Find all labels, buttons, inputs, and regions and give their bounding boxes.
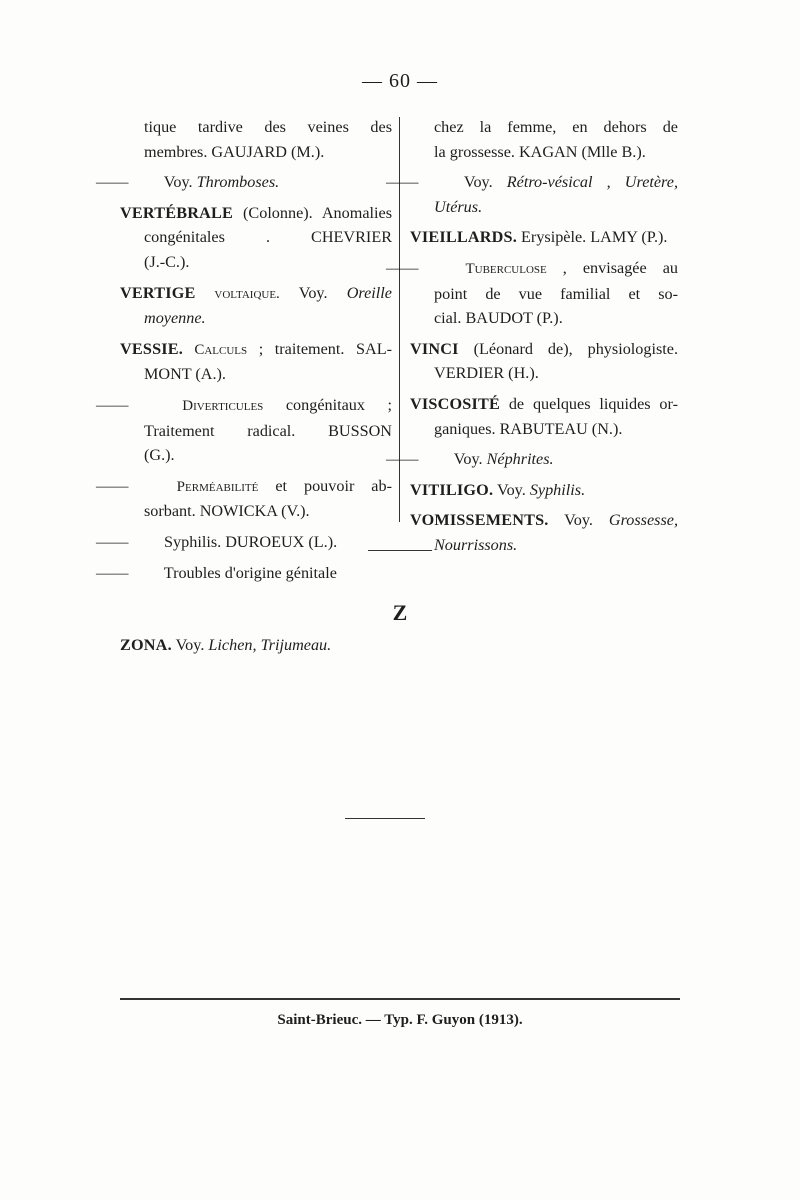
sub-entry-dash: —— bbox=[96, 532, 129, 551]
index-entry bbox=[96, 474, 392, 524]
entry-text: Erysipèle. LAMY (P.). bbox=[517, 228, 668, 247]
cross-reference: Thromboses. bbox=[196, 173, 280, 192]
sub-entry-dash: —— bbox=[386, 450, 419, 469]
separator-rule bbox=[368, 550, 432, 551]
cross-reference: Rétro-vésical , Uretère, bbox=[506, 173, 678, 192]
entry-line bbox=[386, 256, 678, 282]
headword: VITILIGO. bbox=[410, 480, 494, 499]
index-entry bbox=[120, 115, 392, 164]
entry-line: (G.). bbox=[144, 446, 175, 465]
index-entry bbox=[410, 478, 678, 503]
cross-reference: Oreille bbox=[346, 283, 392, 302]
entry-line: (J.-C.). bbox=[144, 252, 190, 271]
index-entry bbox=[120, 337, 392, 387]
subject-term: Tuberculose bbox=[450, 260, 547, 277]
headword: VIEILLARDS. bbox=[410, 228, 517, 247]
entry-line bbox=[96, 474, 392, 500]
entry-line bbox=[410, 225, 678, 250]
index-entry bbox=[120, 201, 392, 275]
entry-line bbox=[386, 447, 678, 472]
page-number: — 60 — bbox=[362, 70, 438, 92]
headword: ZONA. bbox=[120, 636, 172, 654]
cross-reference: Lichen, Trijumeau. bbox=[208, 636, 332, 654]
section-letter: Z bbox=[392, 600, 408, 625]
index-entry bbox=[410, 225, 678, 250]
entry-line: membres. GAUJARD (M.). bbox=[144, 142, 325, 161]
entry-line bbox=[410, 392, 678, 417]
entry-line: la grossesse. KAGAN (Mlle B.). bbox=[434, 142, 646, 161]
entry-line: sorbant. NOWICKA (V.). bbox=[144, 502, 310, 521]
entry-text: (Colonne). Anomalies bbox=[232, 203, 392, 222]
entry-zona bbox=[120, 636, 331, 655]
index-entry bbox=[386, 256, 678, 331]
footer-rule bbox=[120, 998, 680, 1000]
subject-term: Diverticules bbox=[160, 397, 264, 414]
entry-line bbox=[386, 170, 678, 195]
index-entry bbox=[410, 508, 678, 557]
entry-text: (Léonard de), physiologiste. bbox=[458, 339, 678, 358]
entry-text: et pouvoir ab- bbox=[258, 476, 392, 495]
index-entry bbox=[410, 392, 678, 441]
headword: VERTÉBRALE bbox=[120, 203, 233, 222]
entry-text: Voy. bbox=[548, 511, 609, 530]
entry-text: Voy. bbox=[160, 173, 197, 192]
entry-line: chez la femme, en dehors de bbox=[434, 118, 678, 136]
entry-line bbox=[410, 337, 678, 362]
cross-reference: Utérus. bbox=[434, 197, 483, 216]
entry-text: congénitaux ; bbox=[263, 395, 393, 414]
sub-entry-dash: —— bbox=[96, 476, 129, 495]
printer-imprint: Saint-Brieuc. — Typ. F. Guyon (1913). bbox=[277, 1012, 523, 1028]
index-entry bbox=[386, 447, 678, 472]
entry-text: Troubles d'origine génitale bbox=[160, 563, 337, 582]
cross-reference: Syphilis. bbox=[529, 480, 586, 499]
index-entry bbox=[96, 561, 392, 586]
subject-term: Perméabilité bbox=[160, 478, 259, 495]
entry-text: , envisagée au bbox=[546, 258, 678, 277]
right-column bbox=[386, 115, 678, 564]
index-entry bbox=[410, 337, 678, 386]
entry-line bbox=[96, 561, 392, 586]
subject-term: Calculs bbox=[183, 341, 248, 358]
left-column bbox=[96, 115, 393, 591]
index-entry bbox=[96, 170, 392, 195]
entry-line bbox=[96, 170, 392, 195]
entry-line bbox=[120, 337, 392, 363]
entry-line bbox=[120, 201, 392, 226]
entry-line: tique tardive des veines des bbox=[144, 118, 392, 136]
entry-text: ; traitement. SAL- bbox=[247, 339, 392, 358]
entry-text: de quelques liquides or- bbox=[499, 394, 678, 413]
cross-reference: moyenne. bbox=[144, 309, 206, 328]
headword: VINCI bbox=[410, 339, 459, 358]
headword: VESSIE. bbox=[120, 339, 184, 358]
entry-line bbox=[120, 281, 392, 307]
headword: VOMISSEMENTS. bbox=[410, 511, 549, 530]
entry-line: VERDIER (H.). bbox=[434, 364, 539, 383]
index-entry bbox=[386, 170, 678, 219]
entry-line bbox=[410, 508, 678, 533]
entry-text: Voy. bbox=[171, 636, 209, 654]
separator-rule bbox=[345, 818, 425, 819]
entry-line bbox=[96, 530, 392, 555]
cross-reference: Grossesse, bbox=[608, 511, 678, 530]
entry-line: ganiques. RABUTEAU (N.). bbox=[434, 419, 623, 438]
entry-line bbox=[410, 478, 678, 503]
entry-text: Voy. bbox=[279, 283, 347, 302]
entry-line: congénitales . CHEVRIER bbox=[144, 228, 392, 247]
entry-text: Voy. bbox=[493, 480, 530, 499]
headword: VISCOSITÉ bbox=[410, 394, 500, 413]
index-entry bbox=[120, 281, 392, 331]
entry-text: Voy. bbox=[450, 173, 507, 192]
sub-entry-dash: —— bbox=[386, 173, 419, 192]
sub-entry-dash: —— bbox=[96, 173, 129, 192]
entry-line: cial. BAUDOT (P.). bbox=[434, 309, 563, 328]
entry-text: Voy. bbox=[450, 450, 487, 469]
cross-reference: Néphrites. bbox=[486, 450, 554, 469]
index-entry bbox=[96, 393, 393, 468]
sub-entry-dash: —— bbox=[96, 395, 129, 414]
entry-line: MONT (A.). bbox=[144, 365, 226, 384]
sub-entry-dash: —— bbox=[96, 563, 129, 582]
headword: VERTIGE bbox=[120, 283, 196, 302]
entry-line: point de vue familial et so- bbox=[434, 284, 678, 303]
sub-entry-dash: —— bbox=[386, 258, 419, 277]
index-entry bbox=[410, 115, 678, 164]
entry-line bbox=[96, 393, 393, 419]
entry-line: Traitement radical. BUSSON bbox=[144, 421, 392, 440]
cross-reference: Nourrissons. bbox=[434, 535, 518, 554]
entry-text: Syphilis. DUROEUX (L.). bbox=[160, 532, 338, 551]
subject-term: voltaique. bbox=[195, 285, 280, 302]
index-entry bbox=[96, 530, 392, 555]
